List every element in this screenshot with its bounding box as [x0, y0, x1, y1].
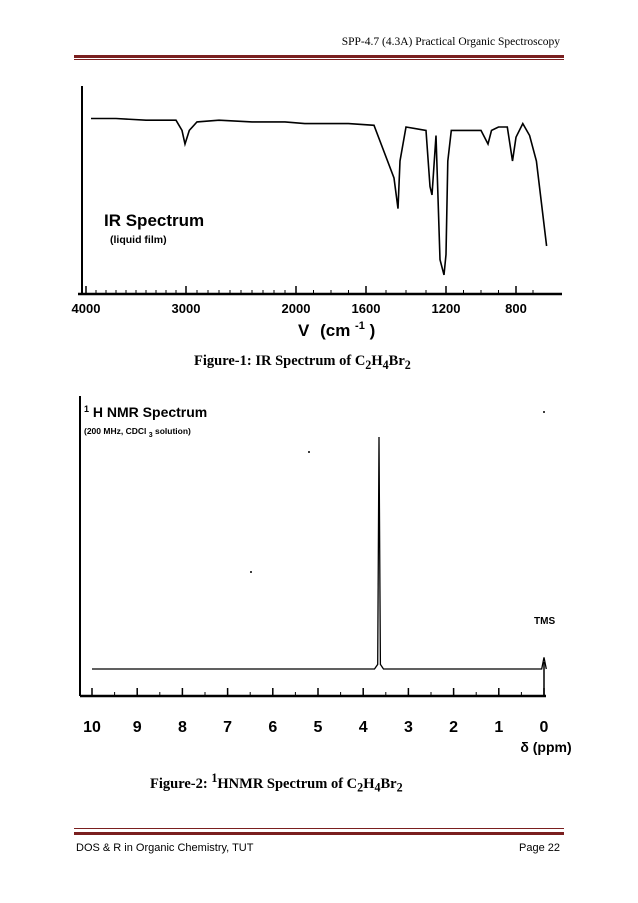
ir-sublabel: (liquid film)	[110, 234, 167, 246]
nmr-label-sup: 1	[84, 404, 90, 414]
fig1-sub-h: 4	[382, 357, 389, 372]
figure-1-caption	[194, 353, 411, 373]
nmr-tick-label: 5	[313, 719, 323, 736]
ir-tick-label: 800	[505, 301, 527, 316]
nmr-tick-label: 6	[268, 719, 278, 736]
ir-tick-label: 2000	[281, 301, 311, 316]
ir-tick-label: 3000	[171, 301, 201, 316]
figure-2-caption	[150, 771, 403, 796]
header-rule-thin	[74, 59, 564, 60]
ir-axis-title	[298, 314, 375, 340]
nmr-tick-label: 4	[358, 719, 368, 736]
tms-label: TMS	[534, 616, 556, 627]
nmr-sublabel-end: solution)	[155, 426, 191, 436]
nmr-sublabel-start: (200 MHz, CDCl	[84, 426, 147, 436]
nmr-axis-unit: δ (ppm)	[520, 739, 572, 755]
ir-tick-label: 1600	[351, 301, 381, 316]
fig1-sub-br: 2	[404, 357, 411, 372]
nmr-frame	[80, 396, 546, 696]
nmr-spectrum-figure	[76, 392, 572, 762]
nmr-tick-label: 9	[132, 719, 142, 736]
speck	[543, 411, 545, 413]
ir-frame	[78, 86, 562, 294]
nmr-tick-label: 8	[177, 719, 187, 736]
nmr-sublabel-sub: 3	[148, 432, 153, 439]
fig2-br: Br	[380, 775, 397, 792]
page-header: SPP-4.7 (4.3A) Practical Organic Spectroscopy	[341, 36, 560, 48]
nmr-tick-label: 10	[83, 719, 101, 736]
ir-tick-labels	[72, 286, 527, 316]
ir-axis-unit-close: )	[369, 321, 376, 340]
fig2-caption-sup: 1	[211, 771, 218, 785]
fig2-sub-c: 2	[357, 780, 364, 795]
fig1-br: Br	[388, 353, 405, 369]
speck	[308, 451, 310, 453]
nmr-tick-label: 0	[539, 719, 549, 736]
nmr-tick-label: 3	[403, 719, 413, 736]
nmr-label-text: H NMR Spectrum	[92, 404, 208, 420]
nmr-tick-label: 7	[223, 719, 233, 736]
nmr-tick-label: 2	[449, 719, 459, 736]
ir-tick-label: 4000	[71, 301, 101, 316]
nmr-label	[84, 399, 207, 420]
footer-course: DOS & R in Organic Chemistry, TUT	[76, 842, 254, 854]
ir-spectrum-line	[91, 119, 547, 275]
nmr-sublabel	[84, 426, 191, 439]
fig2-sub-br: 2	[396, 780, 403, 795]
fig1-sub-c: 2	[365, 357, 372, 372]
speck	[250, 571, 252, 573]
ir-axis-unit: (cm	[320, 321, 351, 340]
fig2-sub-h: 4	[374, 780, 381, 795]
fig2-h: H	[363, 775, 375, 792]
nmr-spectrum-line	[92, 437, 546, 669]
footer-page-number: Page 22	[519, 842, 560, 854]
ir-tick-label: 1200	[431, 301, 461, 316]
footer-rule-thin	[74, 828, 564, 829]
ir-axis-unit-exp: -1	[355, 320, 365, 332]
fig2-caption-prefix: Figure-2:	[150, 775, 212, 792]
ir-label: IR Spectrum	[104, 211, 205, 230]
ir-spectrum-figure	[71, 80, 566, 342]
ir-axis-nu: V	[298, 321, 310, 340]
footer-rule	[74, 832, 564, 835]
fig1-caption-text: Figure-1: IR Spectrum of C	[194, 353, 366, 369]
nmr-tick-label: 1	[494, 719, 504, 736]
fig1-h: H	[371, 353, 383, 369]
header-rule	[74, 55, 564, 58]
fig2-caption-mid: HNMR Spectrum of C	[217, 775, 358, 792]
